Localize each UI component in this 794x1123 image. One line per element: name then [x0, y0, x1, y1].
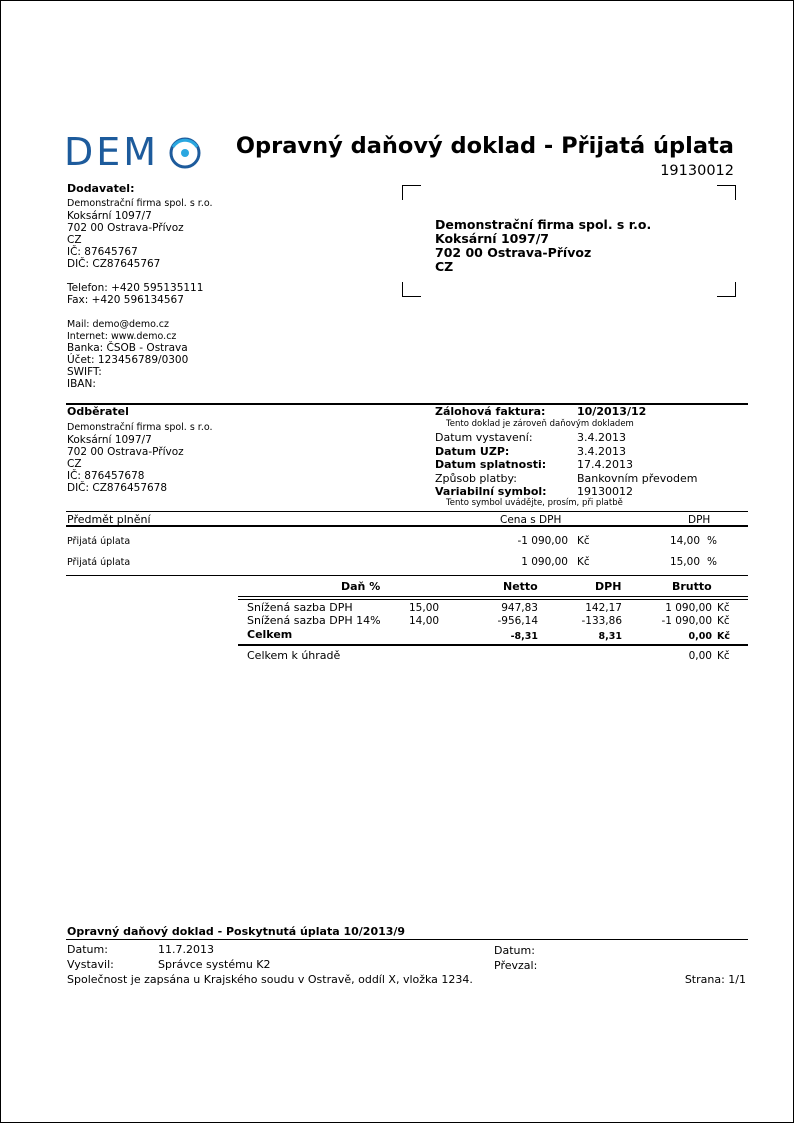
supplier-dic: DIČ: CZ87645767 [67, 258, 161, 270]
summary-header-tax: Daň % [341, 580, 381, 593]
address-street: Koksární 1097/7 [435, 231, 549, 246]
advance-invoice-value: 10/2013/12 [577, 405, 647, 418]
due-date-label: Datum splatnosti: [435, 458, 547, 471]
item-price: -1 090,00 [517, 535, 568, 547]
item-currency: Kč [577, 535, 590, 547]
supplier-bank: Banka: ČSOB - Ostrava [67, 342, 188, 354]
footer-line [66, 939, 748, 940]
variable-symbol-value: 19130012 [577, 485, 633, 498]
document-title: Opravný daňový doklad - Přijatá úplata [235, 133, 734, 159]
footer-page-number: Strana: 1/1 [684, 973, 746, 986]
uzp-date-label: Datum UZP: [435, 445, 510, 458]
issue-date-value: 3.4.2013 [577, 431, 626, 444]
address-country: CZ [435, 259, 454, 274]
logo-text: DEM [64, 130, 160, 174]
item-price: 1 090,00 [521, 556, 568, 568]
supplier-heading: Dodavatel: [67, 182, 135, 195]
footer-issued-label: Vystavil: [67, 958, 114, 971]
address-corner-tl [402, 185, 421, 200]
customer-dic: DIČ: CZ876457678 [67, 482, 168, 494]
logo-o-icon [168, 136, 204, 172]
summary-total-gross: 0,00 [688, 631, 712, 642]
summary-header-net: Netto [503, 580, 538, 593]
summary-total-currency: Kč [717, 631, 730, 642]
customer-ico: IČ: 876457678 [67, 470, 145, 482]
summary-total-vat: 8,31 [598, 631, 622, 642]
customer-street: Koksární 1097/7 [67, 434, 152, 446]
items-header-subject: Předmět plnění [67, 513, 151, 526]
advance-invoice-label: Zálohová faktura: [435, 405, 546, 418]
supplier-name: Demonstrační firma spol. s r.o. [67, 198, 213, 209]
summary-total-net: -8,31 [510, 631, 538, 642]
summary-row-net: 947,83 [501, 602, 538, 614]
summary-row-vat: -133,86 [581, 615, 622, 627]
summary-header-gross: Brutto [672, 580, 712, 593]
item-currency: Kč [577, 556, 590, 568]
summary-top-line [66, 575, 748, 576]
footer-date-value: 11.7.2013 [158, 943, 214, 956]
item-name: Přijatá úplata [67, 557, 131, 568]
footer-date-label: Datum: [67, 943, 108, 956]
address-corner-tr [717, 185, 736, 200]
variable-symbol-label: Variabilní symbol: [435, 485, 547, 498]
customer-city: 702 00 Ostrava-Přívoz [67, 446, 184, 458]
item-vat: 14,00 [669, 535, 700, 547]
supplier-country: CZ [67, 234, 82, 246]
payment-method-label: Způsob platby: [435, 472, 517, 485]
address-name: Demonstrační firma spol. s r.o. [435, 217, 652, 232]
variable-symbol-note: Tento symbol uvádějte, prosím, při platbě [446, 498, 623, 508]
summary-row-net: -956,14 [497, 615, 538, 627]
customer-country: CZ [67, 458, 82, 470]
customer-heading: Odběratel [67, 405, 129, 418]
issue-date-label: Datum vystavení: [435, 431, 533, 444]
address-corner-br [717, 282, 736, 297]
item-vat: 15,00 [669, 556, 700, 568]
summary-row-currency: Kč [717, 602, 730, 614]
summary-row-currency: Kč [717, 615, 730, 627]
summary-header-line [238, 596, 748, 597]
supplier-city: 702 00 Ostrava-Přívoz [67, 222, 184, 234]
summary-row-name: Snížená sazba DPH 14% [247, 614, 381, 627]
items-top-line [66, 511, 748, 512]
supplier-phone: Telefon: +420 595135111 [67, 282, 204, 294]
summary-total-label: Celkem [247, 628, 293, 641]
supplier-mail: Mail: demo@demo.cz [67, 319, 169, 330]
item-vat-unit: % [707, 535, 717, 547]
items-header-line [66, 525, 748, 527]
supplier-swift: SWIFT: [67, 366, 102, 378]
address-corner-bl [402, 282, 421, 297]
supplier-street: Koksární 1097/7 [67, 210, 152, 222]
to-pay-currency: Kč [717, 650, 730, 662]
supplier-web: Internet: www.demo.cz [67, 331, 177, 342]
supplier-account: Účet: 123456789/0300 [67, 354, 189, 366]
summary-row-gross: -1 090,00 [661, 615, 712, 627]
payment-method-value: Bankovním převodem [577, 472, 698, 485]
footer-issued-value: Správce systému K2 [158, 958, 271, 971]
uzp-date-value: 3.4.2013 [577, 445, 626, 458]
supplier-iban: IBAN: [67, 378, 96, 390]
footer-right-date-label: Datum: [494, 944, 535, 957]
footer-reference: Opravný daňový doklad - Poskytnutá úplata 10/2013/9 [67, 925, 406, 938]
to-pay-value: 0,00 [688, 650, 712, 662]
to-pay-label: Celkem k úhradě [247, 649, 341, 662]
items-header-price: Cena s DPH [500, 514, 562, 526]
summary-header-vat: DPH [595, 580, 622, 593]
customer-name: Demonstrační firma spol. s r.o. [67, 422, 213, 433]
document-number: 19130012 [660, 163, 734, 179]
advance-invoice-note: Tento doklad je zároveň daňovým dokladem [446, 419, 634, 429]
item-name: Přijatá úplata [67, 536, 131, 547]
summary-header-line-2 [238, 599, 748, 600]
footer-registry: Společnost je zapsána u Krajského soudu v Ostravě, oddíl X, vložka 1234. [67, 973, 473, 986]
footer-received-label: Převzal: [494, 959, 538, 972]
summary-row-rate: 15,00 [409, 602, 440, 614]
summary-total-line [238, 644, 748, 646]
summary-row-rate: 14,00 [409, 615, 440, 627]
due-date-value: 17.4.2013 [577, 458, 633, 471]
company-logo [64, 130, 159, 174]
supplier-fax: Fax: +420 596134567 [67, 294, 184, 306]
item-vat-unit: % [707, 556, 717, 568]
supplier-ico: IČ: 87645767 [67, 246, 138, 258]
items-header-vat: DPH [688, 514, 711, 526]
summary-row-vat: 142,17 [585, 602, 622, 614]
summary-row-gross: 1 090,00 [665, 602, 712, 614]
summary-row-name: Snížená sazba DPH [247, 601, 353, 614]
address-city: 702 00 Ostrava-Přívoz [435, 245, 592, 260]
